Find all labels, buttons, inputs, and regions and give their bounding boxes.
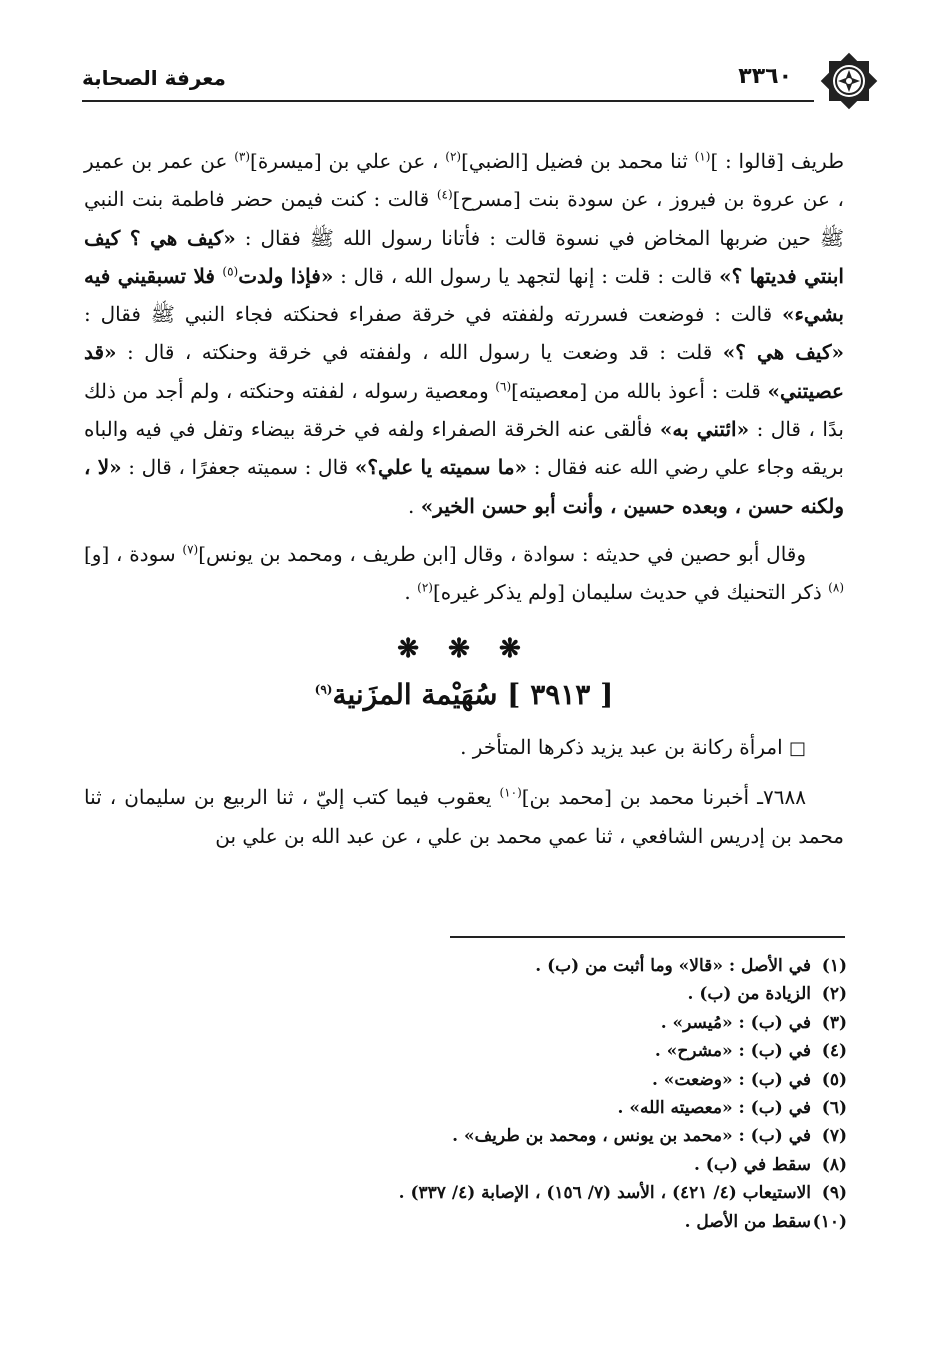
- footnote: (١)في الأصل : «قالا» وما أثبت من (ب) .: [535, 956, 847, 976]
- footnote: (٩)الاستيعاب (٤/ ٤٢١) ، الأسد (٧/ ١٥٦) ، الإصابة (٤/ ٣٣٧) .: [398, 1183, 847, 1204]
- ornament-icon: [816, 48, 882, 114]
- footnote-ref: (٦): [495, 379, 512, 394]
- footnote: (٥)في (ب) : «وضعت» .: [651, 1069, 847, 1090]
- footnote: (٦)في (ب) : «معصيته الله» .: [617, 1098, 847, 1119]
- footnote: (٣)في (ب) : «مُيسر» .: [660, 1012, 847, 1033]
- paragraph-narration: ٧٦٨٨ـ أخبرنا محمد بن [محمد بن]$^{(١٠)}$ يعقوب فيما كتب إليّ ، ثنا الربيع بن سليمان ، ثنا محمد بن إدريس الشافعي ، ثنا عمي محمد بن علي ، عن عبد الله بن علي بن: [84, 785, 844, 848]
- page-number: ٣٣٦٠: [738, 64, 792, 89]
- footnote: (٧)في (ب) : «محمد بن يونس ، ومحمد بن طريف» .: [452, 1126, 847, 1147]
- footnote: (٢)الزيادة من (ب) .: [687, 984, 847, 1005]
- footnotes: [84, 952, 847, 1236]
- entry-description: □ امرأة ركانة بن عبد يزيد ذكرها المتأخر .: [460, 735, 806, 760]
- footnote-ref: (٣): [234, 149, 251, 164]
- main-text: [84, 142, 844, 855]
- paragraph-hadith: طريف [قالوا : ]$^{(١)}$ ثنا محمد بن فضيل [الضبي]$^{(٢)}$ ، عن علي بن [ميسرة]$^{(٣)}$ عن عمر بن عمير ، عن عروة بن فيروز ، عن سودة بنت [مسرح]$^{(٤)}$ قالت : كنت فيمن حضر فاطمة بنت النبي ﷺ حين ضربها المخاض في نسوة قالت : فأتانا رسول الله ﷺ فقال : «كيف هي ؟ كيف ابنتي فديتها ؟» قالت : قلت : إنها لتجهد يا رسول الله ، قال : «فإذا ولدت$^{(٥)}$ فلا تسبقيني فيه بشيء» قالت : فوضعت فسررته ولففته في خرقة صفراء فحنكته فجاء النبي ﷺ فقال : «كيف هي ؟» قلت : قد وضعت يا رسول الله ، ولففته في خرقة وحنكته ، قال : «قد عصيتني» قلت : أعوذ بالله من [معصيته]$^{(٦)}$ ومعصية رسوله ، لففته وحنكته ، ولم أجد من ذلك بدًا ، قال : «ائتني به» فألقى عنه الخرقة الصفراء ولفه في خرقة بيضاء وتفل في فيه والباه بريقه وجاء علي رضي الله عنه فقال : «ما سميته يا علي؟» قال : سميته جعفرًا ، قال : «لا ، ولكنه حسن ، وبعده حسين ، وأنت أبو حسن الخير» .: [84, 149, 845, 518]
- footnote-ref: (٧): [182, 542, 199, 557]
- section-separator: ❋ ❋ ❋: [397, 633, 531, 664]
- footnote-ref: (١): [694, 149, 711, 164]
- book-title: معرفة الصحابة: [82, 66, 226, 90]
- footnote: (٨)سقط في (ب) .: [693, 1154, 847, 1175]
- footnote-ref: (٢): [445, 149, 462, 164]
- footnote-ref: (٤): [436, 187, 453, 202]
- header-divider: [82, 100, 814, 102]
- entry-heading: [ ٣٩١٣ ] سُهَيْمة المزَنية$^{(٩)}$: [314, 677, 614, 711]
- footnote-ref: (٩): [314, 682, 333, 697]
- footnote-ref: (١٠): [499, 785, 522, 800]
- paragraph-commentary: وقال أبو حصين في حديثه : سوادة ، وقال [ابن طريف ، ومحمد بن يونس]$^{(٧)}$ سودة ، [و]$^{(٨)}$ ذكر التحنيك في حديث سليمان [ولم يذكر غيره]$^{(٢)}$ .: [84, 541, 844, 605]
- footnote: (١٠)سقط من الأصل .: [684, 1211, 847, 1232]
- footnote-ref: (٥): [222, 264, 239, 279]
- footnote-divider: [450, 936, 845, 938]
- page-header: [82, 58, 882, 98]
- footnote: (٤)في (ب) : «مشرح» .: [654, 1041, 847, 1062]
- footnote-ref: (٨): [828, 580, 844, 595]
- footnote-ref: (٢): [417, 580, 433, 595]
- square-bullet-icon: □: [788, 738, 806, 760]
